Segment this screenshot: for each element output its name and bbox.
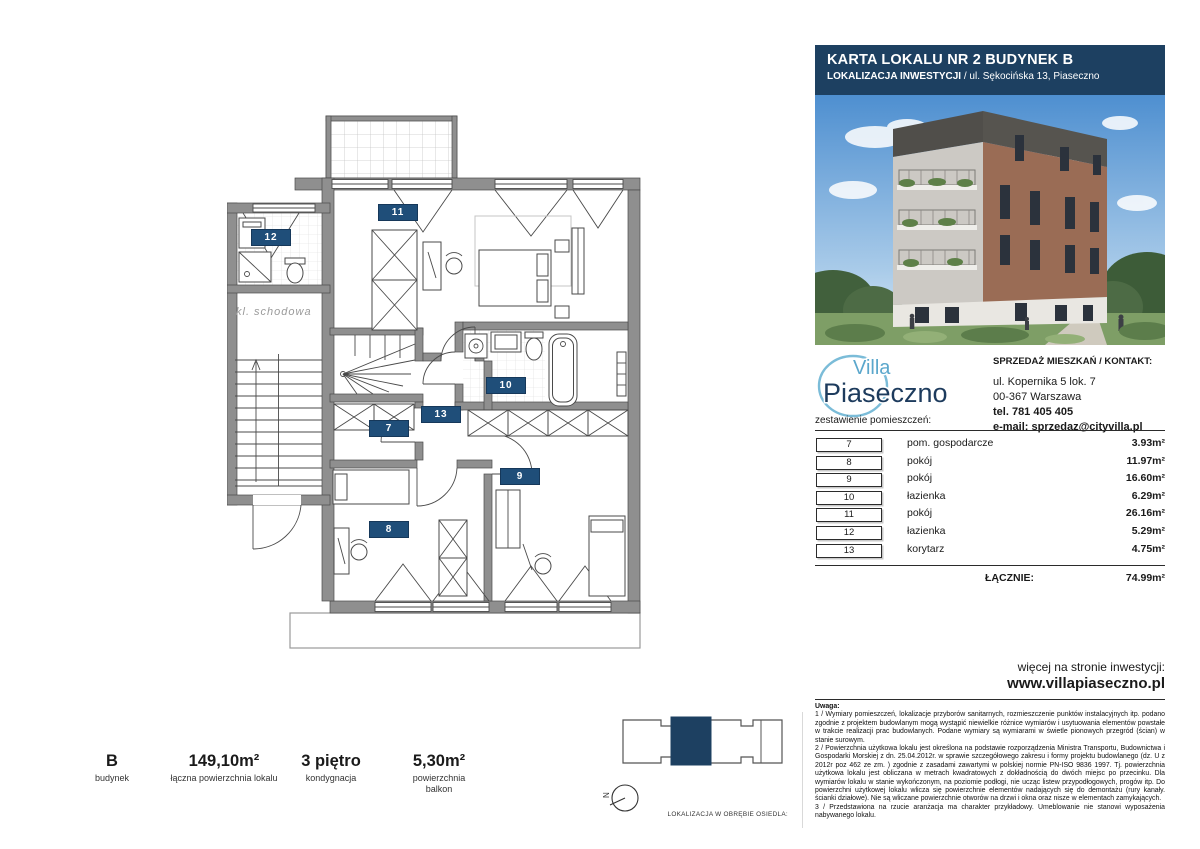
room-name: łazienka — [907, 489, 946, 502]
rooms-heading: zestawienie pomieszczeń: — [815, 415, 932, 426]
contact-block — [993, 354, 1152, 435]
note-2: 2 / Powierzchnia użytkowa lokalu jest określona na podstawie rozporządzenia Ministra Transportu, Budownictwa i Gospodarki Morskiej z dn. 25.04.2012r. w sprawie szczegółowego zakresu i formy projektu budowlanego (dz. U z 2012r poz 462 ze zm. ) zgodnie z zasadami zawartymi w polskiej normie PN-ISO 9836 1997. Tj. powierzchnia użytkowa lokalu jest obliczana w metrach kwadratowych z dokładnością do dwóch miejsc po przecinku. Dla wymiarów lokalu w stanie wykończonym, na poziomie podłogi, nie ucząc listew przypodłogowych, progów itp. Do powierzchni użytkowej lokalu wlicza się powierzchnie elementów nadających się do demontażu (rury kanały. ścianki działowe). Nie są wliczane powierzchnie otworów na drzwi i okna oraz nisze w elementach zamykających. — [815, 745, 1165, 803]
room-no: 10 — [816, 491, 882, 505]
total-area: 74.99m² — [1125, 572, 1165, 584]
site-plan-caption: LOKALIZACJA W OBRĘBIE OSIEDLA: — [667, 811, 788, 818]
room-no: 9 — [816, 473, 882, 487]
stat-building — [72, 752, 152, 784]
stat-floor-label: kondygnacja — [305, 773, 357, 783]
logo-line2: Piaseczno — [823, 378, 948, 408]
room-name: łazienka — [907, 524, 946, 537]
room-label-8: 8 — [369, 521, 409, 538]
room-no: 7 — [816, 438, 882, 452]
building-render — [893, 111, 1124, 331]
contact-phone: tel. 781 405 405 — [993, 406, 1074, 418]
notes-separator — [815, 699, 1165, 700]
room-area: 16.60m² — [1125, 472, 1165, 485]
room-label-9: 9 — [500, 468, 540, 485]
room-no: 12 — [816, 526, 882, 540]
room-11-furniture — [372, 216, 584, 330]
website-url[interactable]: www.villapiaseczno.pl — [1007, 675, 1165, 692]
rooms-separator-top — [815, 430, 1165, 431]
website-block — [815, 660, 1165, 692]
room-name: korytarz — [907, 542, 945, 555]
stat-floor-value: 3 piętro — [301, 752, 361, 770]
roof-outline — [290, 613, 640, 648]
info-panel — [815, 0, 1165, 849]
north-compass — [602, 785, 638, 811]
room-9-wardrobe-band — [468, 410, 628, 436]
balcony — [326, 116, 457, 178]
table-row — [815, 525, 1165, 543]
panel-divider-line — [802, 712, 803, 828]
notes-heading: Uwaga: — [815, 703, 840, 710]
contact-address2: 00-367 Warszawa — [993, 391, 1082, 403]
north-label: N — [602, 792, 611, 798]
card-subtitle-rest: / ul. Sękocińska 13, Piaseczno — [961, 71, 1100, 82]
room-name: pokój — [907, 472, 933, 485]
table-row — [815, 437, 1165, 455]
rooms-table — [815, 437, 1165, 560]
logo-line1: Villa — [853, 357, 891, 379]
site-highlight-unit — [671, 717, 711, 765]
note-3: 3 / Przedstawiona na rzucie aranżacja ma charakter przykładowy. Umeblowanie nie stanowi wyposażenia nabywanego lokalu. — [815, 803, 1165, 820]
contact-heading: SPRZEDAŻ MIESZKAŃ / KONTAKT: — [993, 356, 1153, 367]
room-area: 4.75m² — [1131, 542, 1165, 555]
room-name: pokój — [907, 507, 933, 520]
room-area: 6.29m² — [1131, 489, 1165, 502]
room-area: 5.29m² — [1131, 524, 1165, 537]
room-9-furniture — [496, 490, 625, 596]
card-title: KARTA LOKALU NR 2 BUDYNEK B — [827, 52, 1074, 68]
card-header — [815, 45, 1165, 95]
table-row — [815, 490, 1165, 508]
room-no: 11 — [816, 508, 882, 522]
stat-total-area-label: łączna powierzchnia lokalu — [170, 773, 278, 783]
stat-balcony-label: powierzchnia balkon — [412, 773, 466, 794]
room-area: 26.16m² — [1125, 507, 1165, 520]
stat-balcony — [390, 752, 488, 794]
villa-piaseczno-logo — [815, 350, 990, 420]
card-subtitle-bold: LOKALIZACJA INWESTYCJI — [827, 71, 962, 82]
winder-stair — [341, 335, 416, 394]
stairwell-stairs — [235, 354, 322, 486]
room-name: pokój — [907, 454, 933, 467]
floor-plan — [227, 108, 642, 653]
note-1: 1 / Wymiary pomieszczeń, lokalizacje przyborów sanitarnych, rozmieszczenie punktów instalacyjnych itp. podano zgodnie z projektem budowlanym mogą wystąpić niewielkie różnice wymiarów i usytuowania elementów powstałe w trakcie realizacji prac budowlanych. Podane wymiary są wymiarami w świetle pionowych przegród (ścian) w stanie surowym. — [815, 711, 1165, 744]
stat-floor — [285, 752, 377, 784]
building-photo — [815, 95, 1165, 345]
stat-building-value: B — [106, 752, 118, 770]
rooms-separator-bottom — [815, 565, 1165, 566]
room-area: 11.97m² — [1126, 454, 1165, 467]
stat-building-label: budynek — [94, 773, 130, 783]
stat-balcony-value: 5,30m² — [412, 752, 466, 770]
table-row — [815, 455, 1165, 473]
website-caption: więcej na stronie inwestycji: — [1017, 660, 1165, 674]
room-no: 13 — [816, 544, 882, 558]
room-area: 3.93m² — [1131, 437, 1165, 449]
card-subtitle — [827, 71, 1153, 82]
table-row — [815, 543, 1165, 561]
stairwell-label: kl. schodowa — [236, 306, 312, 318]
table-row — [815, 472, 1165, 490]
total-row — [815, 572, 1165, 588]
contact-address1: ul. Kopernika 5 lok. 7 — [993, 376, 1096, 388]
room-no: 8 — [816, 456, 882, 470]
site-plan — [595, 706, 795, 839]
total-label: ŁĄCZNIE: — [985, 572, 1034, 584]
stat-total-area — [158, 752, 290, 784]
room-label-12: 12 — [251, 229, 291, 246]
room-label-10: 10 — [486, 377, 526, 394]
room-name: pom. gospodarcze — [907, 437, 994, 449]
room-label-13: 13 — [421, 406, 461, 423]
contact-email: e-mail: sprzedaz@cityvilla.pl — [993, 421, 1143, 433]
floor-plan-drawing — [227, 108, 642, 653]
room-label-7: 7 — [369, 420, 409, 437]
room-label-11: 11 — [378, 204, 418, 221]
stat-total-area-value: 149,10m² — [188, 752, 260, 770]
table-row — [815, 507, 1165, 525]
notes-block — [815, 703, 1165, 821]
